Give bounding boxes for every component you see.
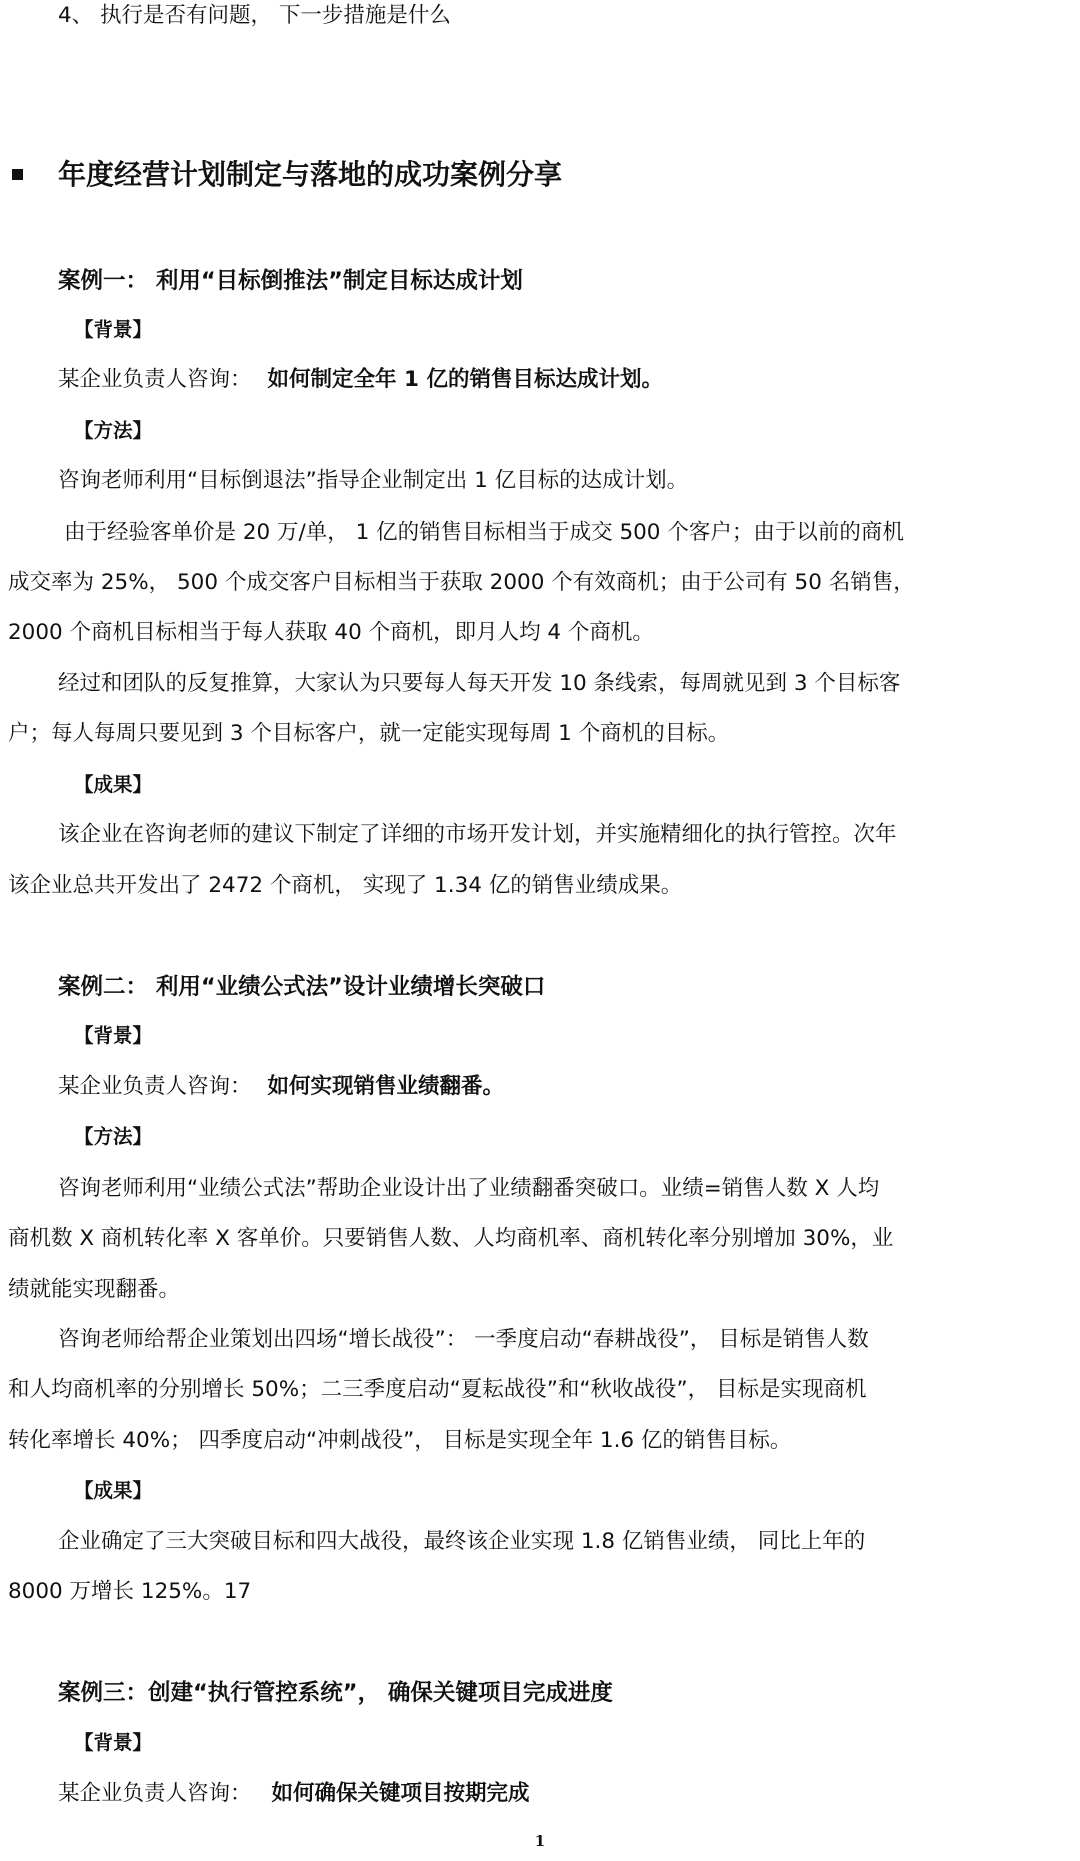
- case2-result-label: 【成果】: [74, 1479, 153, 1502]
- case2-result-line1: 企业确定了三大突破目标和四大战役，最终该企业实现 1.8 亿销售业绩， 同比上年的: [58, 1529, 866, 1554]
- case2-background-question: 如何实现销售业绩翻番。: [267, 1074, 505, 1099]
- case1-para1-line3: 2000 个商机目标相当于每人获取 40 个商机，即月人均 4 个商机。: [8, 620, 654, 645]
- case1-background-question: 如何制定全年 1 亿的销售目标达成计划。: [267, 367, 663, 392]
- section-title: 年度经营计划制定与落地的成功案例分享: [58, 158, 563, 191]
- case2-para1-line2: 商机数 X 商机转化率 X 客单价。只要销售人数、人均商机率、商机转化率分别增加 30%，业: [8, 1226, 894, 1251]
- case1-background-prefix: 某企业负责人咨询：: [58, 367, 252, 392]
- case1-method-label: 【方法】: [74, 419, 153, 442]
- case3-title: 案例三：创建“执行管控系统”， 确保关键项目完成进度: [58, 1680, 613, 1706]
- case3-background-line: [58, 1779, 530, 1809]
- case1-para2-line2: 户；每人每周只要见到 3 个目标客户，就一定能实现每周 1 个商机的目标。: [8, 721, 730, 746]
- case1-result-line2: 该企业总共开发出了 2472 个商机， 实现了 1.34 亿的销售业绩成果。: [8, 873, 683, 898]
- case3-background-label: 【背景】: [74, 1731, 153, 1754]
- case2-background-label: 【背景】: [74, 1024, 153, 1047]
- case1-method-line: 咨询老师利用“目标倒退法”指导企业制定出 1 亿目标的达成计划。: [58, 468, 689, 493]
- case2-title: 案例二： 利用“业绩公式法”设计业绩增长突破口: [58, 974, 546, 1000]
- case1-result-line1: 该企业在咨询老师的建议下制定了详细的市场开发计划，并实施精细化的执行管控。次年: [58, 822, 897, 847]
- case1-background-label: 【背景】: [74, 318, 153, 341]
- case3-background-question: 如何确保关键项目按期完成: [271, 1781, 530, 1806]
- case2-method-label: 【方法】: [74, 1125, 153, 1148]
- square-bullet-icon: [12, 169, 23, 180]
- case1-title: 案例一： 利用“目标倒推法”制定目标达成计划: [58, 268, 523, 294]
- case2-background-prefix: 某企业负责人咨询：: [58, 1074, 252, 1099]
- case1-para2-line1: 经过和团队的反复推算，大家认为只要每人每天开发 10 条线索，每周就见到 3 个目标客: [58, 671, 901, 696]
- case1-para1-line2: 成交率为 25%， 500 个成交客户目标相当于获取 2000 个有效商机；由于公司有 50 名销售，: [8, 570, 915, 595]
- case2-para2-line3: 转化率增长 40%； 四季度启动“冲刺战役”， 目标是实现全年 1.6 亿的销售目标。: [8, 1428, 792, 1453]
- case2-para2-line1: 咨询老师给帮企业策划出四场“增长战役”： 一季度启动“春耕战役”， 目标是销售人数: [58, 1327, 869, 1352]
- case1-para1-line1: 由于经验客单价是 20 万/单， 1 亿的销售目标相当于成交 500 个客户；由于以前的商机: [64, 520, 904, 545]
- case2-para2-line2: 和人均商机率的分别增长 50%；二三季度启动“夏耘战役”和“秋收战役”， 目标是实现商机: [8, 1377, 867, 1402]
- case1-background-line: [58, 365, 663, 395]
- case2-para1-line1: 咨询老师利用“业绩公式法”帮助企业设计出了业绩翻番突破口。业绩=销售人数 X 人均: [58, 1176, 880, 1201]
- case2-para1-line3: 绩就能实现翻番。: [8, 1277, 181, 1302]
- case3-background-prefix: 某企业负责人咨询：: [58, 1781, 252, 1806]
- case2-background-line: [58, 1072, 504, 1102]
- case1-result-label: 【成果】: [74, 773, 153, 796]
- list-item-4: 4、 执行是否有问题， 下一步措施是什么: [58, 3, 451, 28]
- case2-result-line2: 8000 万增长 125%。17: [8, 1579, 252, 1604]
- page-number: 1: [534, 1832, 546, 1850]
